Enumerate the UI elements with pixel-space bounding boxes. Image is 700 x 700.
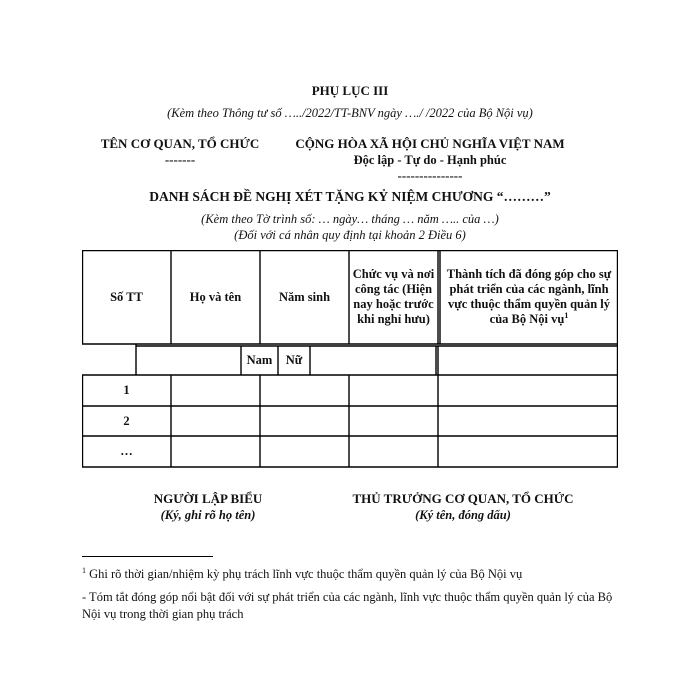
preparer-note: (Ký, ghi rõ họ tên) [160,508,256,522]
footnote-2: - Tóm tắt đóng góp nổi bật đối với sự phát triển của các ngành, lĩnh vực thuộc thẩm quyền quản lý của Bộ Nội vụ trong thời gian phụ trách [82,590,613,621]
header-birth-year: Năm sinh [278,289,331,304]
head-note: (Ký tên, đóng dấu) [415,508,511,522]
nation-motto: Độc lập - Tự do - Hạnh phúc [353,153,507,167]
nation-divider: --------------- [397,168,463,183]
table-row-number: … [120,444,133,458]
organization-divider: ------- [164,152,196,167]
footnotes [82,566,622,629]
preparer-title: NGƯỜI LẬP BIỂU [153,491,263,506]
list-subtitle-2: (Đối với cá nhân quy định tại khoản 2 Điều 6) [234,228,466,242]
national-header [275,136,585,184]
list-title: DANH SÁCH ĐỀ NGHỊ XÉT TẶNG KỶ NIỆM CHƯƠNG “………” [149,189,551,204]
organization-block [80,136,280,168]
header-name: Họ và tên [189,289,242,304]
organization-name: TÊN CƠ QUAN, TỔ CHỨC [100,136,260,151]
signature-block-preparer [118,491,298,523]
nomination-table [82,250,618,468]
footnote-mark: 1 [82,565,86,575]
footnote-separator [82,556,213,557]
head-title: THỦ TRƯỞNG CƠ QUAN, TỔ CHỨC [352,491,574,506]
footnote-ref-1: 1 [564,310,569,320]
footnote-1 [82,566,622,583]
appendix-title: PHỤ LỤC III [311,83,389,98]
list-subtitle-1: (Kèm theo Tờ trình số: … ngày… tháng … năm ….. của …) [201,212,499,226]
header-stt: Số TT [110,289,143,304]
signature-block-head [318,491,608,523]
footnote-1-text: Ghi rõ thời gian/nhiệm kỳ phụ trách lĩnh vực thuộc thẩm quyền quản lý của Bộ Nội vụ [89,567,523,581]
appendix-subtitle: (Kèm theo Thông tư số …../2022/TT-BNV ngày …./ /2022 của Bộ Nội vụ) [167,106,533,120]
header-achievement [442,254,616,340]
nation-name: CỘNG HÒA XÃ HỘI CHỦ NGHĨA VIỆT NAM [295,136,565,151]
subheader-female: Nữ [285,353,303,367]
header-achievement-text: Thành tích đã đóng góp cho sự phát triển của các ngành, lĩnh vực thuộc thẩm quyền quản lý của Bộ Nội vụ [446,267,612,326]
header-position: Chức vụ và nơi công tác (Hiện nay hoặc trước khi nghỉ hưu) [352,267,435,326]
table-row-number: 1 [123,383,130,397]
table-row-number: 2 [123,413,130,428]
subheader-male: Nam [246,353,273,367]
